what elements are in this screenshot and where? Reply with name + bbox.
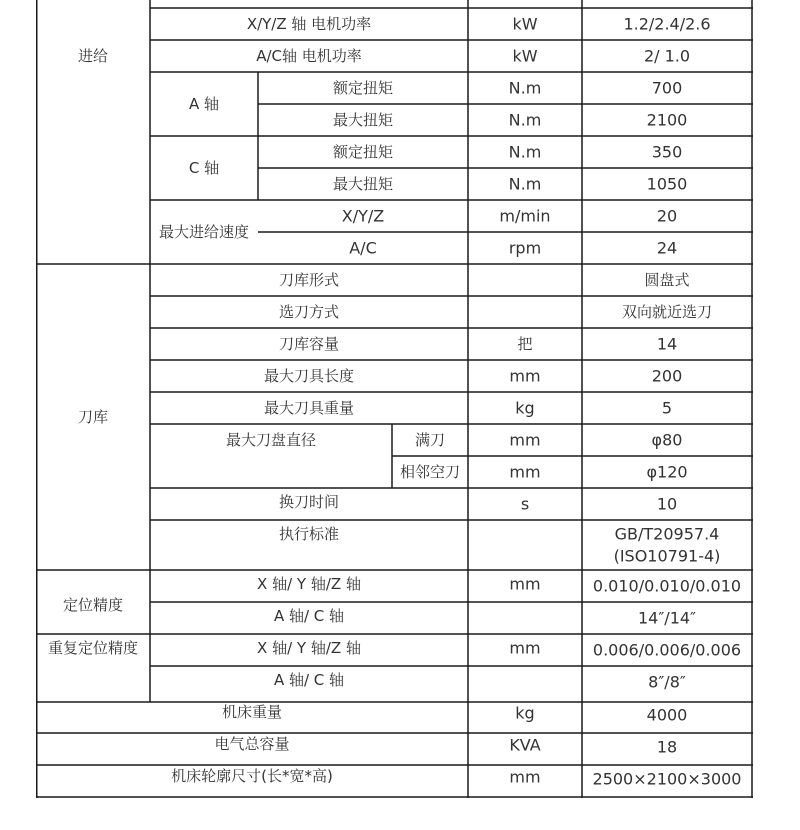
full-tool-name: 满刀 (414, 431, 446, 449)
magazine-label: 刀库 (77, 408, 109, 426)
a-axis-rated-torque-name: 额定扭矩 (332, 79, 394, 97)
positioning-rotary-name: A 轴/ C 轴 (273, 607, 345, 625)
max-tool-length-value: 200 (651, 366, 683, 386)
c-axis-rated-torque-value: 350 (651, 142, 683, 162)
electrical-capacity-value: 18 (656, 737, 678, 757)
electrical-capacity-unit: KVA (509, 735, 541, 755)
c-axis-label: C 轴 (188, 159, 220, 177)
table-lines (36, 0, 753, 798)
magazine-capacity-unit: 把 (517, 335, 533, 353)
tool-change-time-value: 10 (656, 494, 678, 514)
a-axis-max-torque-name: 最大扭矩 (332, 111, 394, 129)
dimensions-value: 2500×2100×3000 (592, 769, 742, 789)
adjacent-empty-unit: mm (509, 462, 541, 482)
magazine-selection-name: 选刀方式 (278, 303, 340, 321)
max-tool-length-unit: mm (509, 366, 541, 386)
tool-change-time-name: 换刀时间 (278, 493, 340, 511)
full-tool-unit: mm (509, 430, 541, 450)
dimensions-name: 机床轮廓尺寸(长*宽*高) (171, 767, 333, 785)
standard-name: 执行标准 (278, 525, 340, 543)
a-axis-rated-torque-value: 700 (651, 78, 683, 98)
c-axis-rated-torque-name: 额定扭矩 (332, 143, 394, 161)
feed-label: 进给 (77, 47, 109, 65)
machine-weight-name: 机床重量 (221, 703, 283, 721)
feed-ac-motor-power-name: A/C轴 电机功率 (256, 47, 362, 65)
feed-ac-motor-power-unit: kW (512, 46, 538, 66)
positioning-linear-unit: mm (509, 574, 541, 594)
repeatability-rotary-name: A 轴/ C 轴 (273, 671, 345, 689)
magazine-selection-value: 双向就近选刀 (621, 303, 713, 321)
dimensions-unit: mm (509, 767, 541, 787)
repeatability-linear-unit: mm (509, 638, 541, 658)
magazine-type-name: 刀库形式 (278, 271, 340, 289)
c-axis-rated-torque-unit: N.m (508, 142, 542, 162)
a-axis-label: A 轴 (188, 95, 220, 113)
magazine-capacity-name: 刀库容量 (278, 335, 340, 353)
a-axis-rated-torque-unit: N.m (508, 78, 542, 98)
positioning-rotary-value: 14″/14″ (637, 608, 697, 628)
standard-value-line1: GB/T20957.4 (614, 524, 720, 544)
max-feed-speed-ac-unit: rpm (508, 238, 542, 258)
a-axis-max-torque-unit: N.m (508, 110, 542, 130)
spec-table (36, 0, 753, 798)
c-axis-max-torque-value: 1050 (646, 174, 688, 194)
max-tool-weight-name: 最大刀具重量 (263, 399, 355, 417)
adjacent-empty-name: 相邻空刀 (399, 463, 461, 481)
magazine-capacity-value: 14 (656, 334, 678, 354)
c-axis-max-torque-unit: N.m (508, 174, 542, 194)
max-tool-weight-value: 5 (661, 398, 673, 418)
positioning-linear-value: 0.010/0.010/0.010 (592, 576, 742, 596)
repeatability-linear-value: 0.006/0.006/0.006 (592, 640, 742, 660)
max-tool-length-name: 最大刀具长度 (263, 367, 355, 385)
max-feed-speed-ac-value: 24 (656, 238, 678, 258)
feed-xyz-motor-power-name: X/Y/Z 轴 电机功率 (246, 15, 372, 33)
standard-value-line2: (ISO10791-4) (613, 546, 721, 566)
full-tool-value: φ80 (651, 430, 683, 450)
feed-ac-motor-power-value: 2/ 1.0 (643, 46, 691, 66)
positioning-label: 定位精度 (62, 596, 124, 614)
max-tool-weight-unit: kg (515, 398, 535, 418)
repeatability-linear-name: X 轴/ Y 轴/Z 轴 (257, 639, 361, 657)
a-axis-max-torque-value: 2100 (646, 110, 688, 130)
positioning-linear-name: X 轴/ Y 轴/Z 轴 (257, 575, 361, 593)
feed-xyz-motor-power-value: 1.2/2.4/2.6 (623, 14, 711, 34)
max-disk-diameter-name: 最大刀盘直径 (225, 431, 317, 449)
spec-table-grid (36, 0, 753, 798)
c-axis-max-torque-name: 最大扭矩 (332, 175, 394, 193)
machine-weight-value: 4000 (646, 705, 688, 725)
tool-change-time-unit: s (520, 494, 530, 514)
repeatability-label: 重复定位精度 (47, 639, 139, 657)
magazine-type-value: 圆盘式 (644, 271, 690, 289)
max-feed-speed-ac-name: A/C (349, 238, 377, 258)
max-feed-speed-label: 最大进给速度 (158, 223, 250, 241)
repeatability-rotary-value: 8″/8″ (648, 672, 686, 692)
max-feed-speed-xyz-unit: m/min (499, 206, 551, 226)
feed-xyz-motor-power-unit: kW (512, 14, 538, 34)
max-feed-speed-xyz-name: X/Y/Z (341, 206, 385, 226)
max-feed-speed-xyz-value: 20 (656, 206, 678, 226)
electrical-capacity-name: 电气总容量 (214, 735, 290, 753)
machine-weight-unit: kg (515, 703, 535, 723)
adjacent-empty-value: φ120 (646, 462, 688, 482)
